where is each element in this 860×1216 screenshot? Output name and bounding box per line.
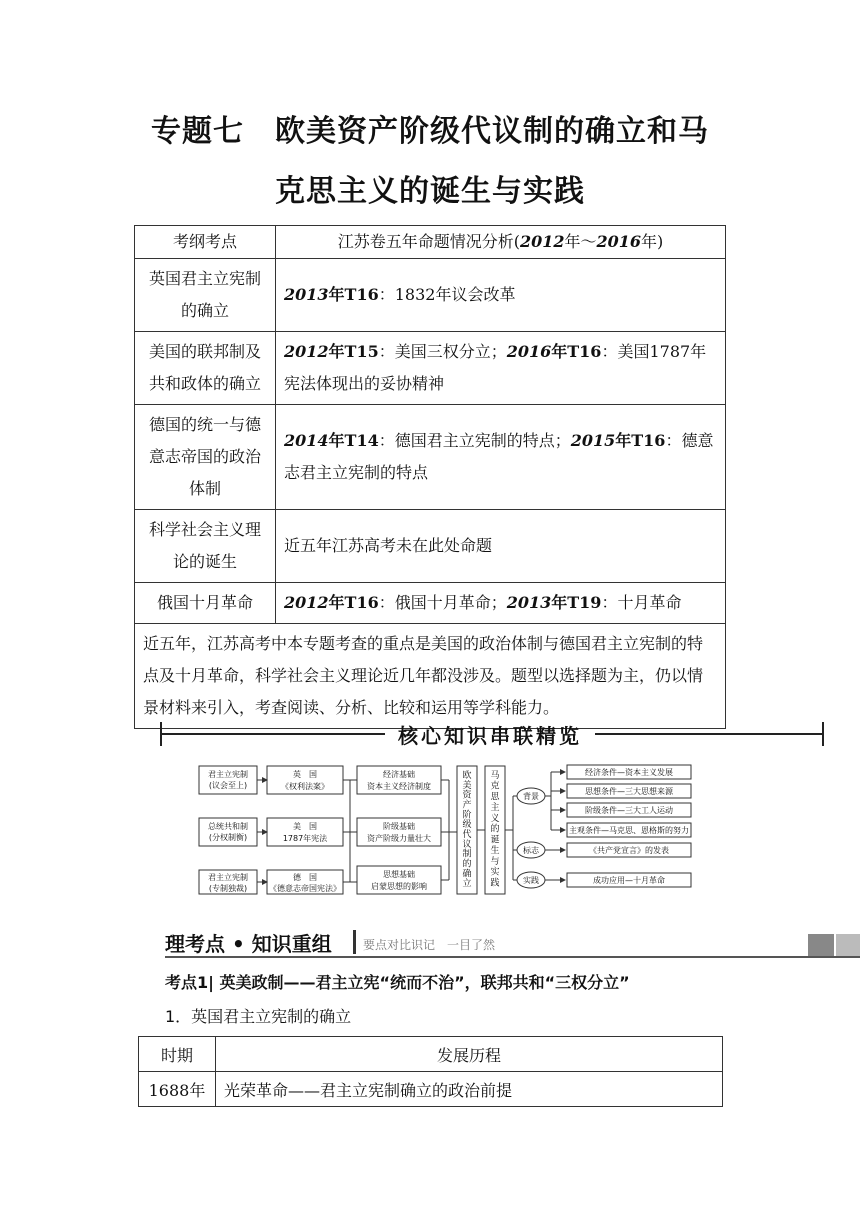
section-heading-underline — [165, 956, 860, 958]
branch-practice: 实践 — [523, 876, 539, 885]
subheading: 1．英国君主立宪制的确立 — [165, 1007, 352, 1026]
bar-right-end — [822, 722, 824, 746]
type-us-label: 总统共和制(分权制衡) — [208, 822, 248, 842]
base-economic-desc: 资本主义经济制度 — [367, 782, 431, 791]
point-cell: 俄国十月革命 — [135, 583, 276, 624]
table-header-row — [139, 1037, 723, 1072]
table-row — [135, 405, 726, 510]
sign-item: 《共产党宣言》的发表 — [589, 846, 669, 855]
center-right-vertical-text: 马克思主义的诞生与实践 — [490, 771, 500, 889]
knowledge-diagram — [195, 762, 705, 897]
point-cell: 科学社会主义理论的诞生 — [135, 510, 276, 583]
branch-sign: 标志 — [523, 846, 539, 855]
point-cell: 德国的统一与德意志帝国的政治体制 — [135, 405, 276, 510]
section-heading — [165, 928, 860, 958]
table-row — [135, 583, 726, 624]
analysis-cell: 2012年T15：美国三权分立；2016年T16：美国1787年宪法体现出的妥协精神 — [276, 332, 726, 405]
page-title-line1: 专题七 欧美资产阶级代议制的确立和马 — [151, 114, 709, 149]
table-header-row — [135, 226, 726, 259]
background-item: 阶级条件—三大工人运动 — [585, 806, 673, 815]
table-row — [135, 259, 726, 332]
table-summary-row — [135, 624, 726, 729]
base-thought-desc: 启蒙思想的影响 — [371, 882, 427, 891]
base-economic-name: 经济基础 — [383, 770, 415, 779]
table-row — [139, 1072, 723, 1107]
country-us-doc: 1787年宪法 — [282, 834, 328, 843]
center-left-vertical-text: 欧美资产阶级代议制的确立 — [462, 771, 472, 890]
section-heading-block-light — [836, 934, 860, 956]
type-uk-label: 君主立宪制(议会至上) — [208, 770, 248, 790]
section-heading-sub: 要点对比识记 一目了然 — [363, 938, 496, 952]
type-de-label: 君主立宪制(专制独裁) — [208, 873, 248, 893]
page-title-line2: 克思主义的诞生与实践 — [275, 174, 585, 209]
country-uk-name: 英 国 — [293, 770, 317, 779]
branch-background: 背景 — [523, 792, 539, 801]
event-cell: 光荣革命——君主立宪制确立的政治前提 — [216, 1072, 723, 1107]
base-class-desc: 资产阶级力量壮大 — [367, 834, 431, 843]
section-heading-divider — [353, 930, 356, 954]
analysis-cell: 2013年T16：1832年议会改革 — [276, 259, 726, 332]
background-item: 思想条件—三大思想来源 — [585, 787, 673, 796]
country-de-name: 德 国 — [293, 873, 317, 882]
point-cell: 英国君主立宪制的确立 — [135, 259, 276, 332]
country-uk-doc: 《权利法案》 — [281, 782, 329, 791]
header-cell-event: 发展历程 — [216, 1037, 723, 1072]
core-knowledge-label: 核心知识串联精览 — [398, 724, 582, 748]
history-table — [138, 1036, 723, 1107]
summary-cell: 近五年，江苏高考中本专题考查的重点是美国的政治体制与德国君主立宪制的特点及十月革命，科学社会主义理论近几年都没涉及。题型以选择题为主，仍以情景材料来引入，考查阅读、分析、比较和运用等学科能力。 — [135, 624, 726, 729]
base-class-name: 阶级基础 — [383, 822, 415, 831]
analysis-cell: 2014年T14：德国君主立宪制的特点；2015年T16：德意志君主立宪制的特点 — [276, 405, 726, 510]
section-heading-main: 理考点 • 知识重组 — [165, 932, 332, 956]
header-cell-point: 考纲考点 — [135, 226, 276, 259]
analysis-cell: 近五年江苏高考未在此处命题 — [276, 510, 726, 583]
period-cell: 1688年 — [139, 1072, 216, 1107]
practice-item: 成功应用—十月革命 — [593, 876, 665, 885]
point-cell: 美国的联邦制及共和政体的确立 — [135, 332, 276, 405]
background-item: 经济条件—资本主义发展 — [585, 768, 673, 777]
section-heading-block-dark — [808, 934, 834, 956]
kaodian-heading: 考点1| 英美政制——君主立宪“统而不治”，联邦共和“三权分立” — [165, 973, 630, 992]
header-cell-period: 时期 — [139, 1037, 216, 1072]
header-cell-analysis: 江苏卷五年命题情况分析(2012年～2016年) — [276, 226, 726, 259]
country-de-doc: 《德意志帝国宪法》 — [269, 884, 341, 893]
base-thought-name: 思想基础 — [383, 870, 415, 879]
core-knowledge-bar — [160, 720, 824, 748]
country-us-name: 美 国 — [293, 822, 317, 831]
exam-analysis-table — [134, 225, 726, 729]
analysis-cell: 2012年T16：俄国十月革命；2013年T19：十月革命 — [276, 583, 726, 624]
background-item: 主观条件—马克思、恩格斯的努力 — [569, 826, 689, 835]
bar-right-line — [595, 733, 824, 735]
table-row — [135, 332, 726, 405]
table-row — [135, 510, 726, 583]
bar-left-line — [160, 733, 385, 735]
